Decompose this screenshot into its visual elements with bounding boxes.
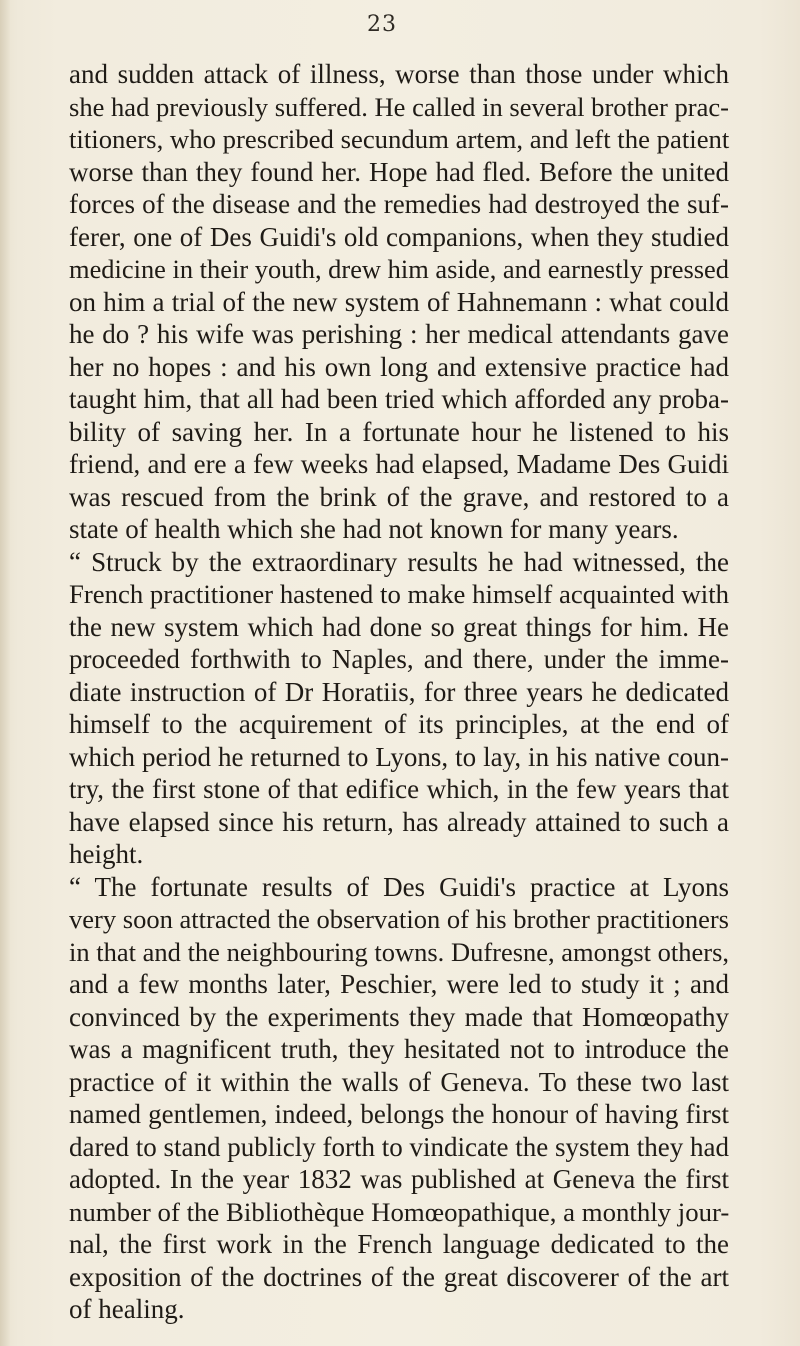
text-line: convinced by the experiments they made that Homœopathy — [69, 1001, 729, 1032]
text-line: adopted. In the year 1832 was published at Geneva the first — [69, 1164, 729, 1194]
text-line: try, the first stone of that edifice which, in the few years that — [69, 774, 729, 804]
text-line: friend, and ere a few weeks had elapsed, Madame Des Guidi — [69, 449, 729, 479]
text-line: she had previously suffered. He called in several brother prac- — [69, 91, 729, 122]
text-line: “ The fortunate results of Des Guidi's practice at Lyons — [69, 871, 729, 902]
text-line: taught him, that all had been tried which afforded any proba- — [69, 384, 729, 414]
text-line: her no hopes : and his own long and extensive practice had — [69, 351, 729, 382]
text-line: have elapsed since his return, has already attained to such a — [69, 806, 729, 837]
text-line: diate instruction of Dr Horatiis, for three years he dedicated — [69, 676, 729, 707]
text-line: and a few months later, Peschier, were led to study it ; and — [69, 969, 729, 999]
text-line: and sudden attack of illness, worse than those under which — [69, 59, 729, 89]
text-line: the new system which had done so great things for him. He — [69, 611, 729, 642]
text-line: of healing. — [69, 1294, 185, 1324]
text-line: named gentlemen, indeed, belongs the honour of having first — [69, 1099, 729, 1129]
text-line: height. — [69, 839, 144, 869]
text-line: exposition of the doctrines of the great discoverer of the art — [69, 1261, 729, 1292]
text-line: forces of the disease and the remedies had destroyed the suf- — [69, 189, 729, 219]
text-line: proceeded forthwith to Naples, and there, under the imme- — [69, 644, 729, 674]
text-line: medicine in their youth, drew him aside, and earnestly pressed — [69, 254, 730, 284]
text-line: “ Struck by the extraordinary results he had witnessed, the — [69, 546, 729, 577]
body-text — [69, 58, 729, 1326]
text-line: nal, the first work in the French language dedicated to the — [69, 1229, 729, 1259]
text-line: himself to the acquirement of its principles, at the end of — [69, 709, 729, 739]
text-line: number of the Bibliothèque Homœopathique, a monthly jour- — [69, 1196, 730, 1227]
text-line: dared to stand publicly forth to vindicate the system they had — [69, 1131, 729, 1162]
page-number: 23 — [367, 12, 397, 37]
text-line: very soon attracted the observation of his brother practitioners — [69, 904, 729, 934]
text-line: titioners, who prescribed secundum artem, and left the patient — [69, 124, 730, 154]
text-line: he do ? his wife was perishing : her medical attendants gave — [69, 319, 729, 349]
text-line: bility of saving her. In a fortunate hour he listened to his — [69, 416, 729, 447]
page-gutter-shadow — [0, 0, 10, 1346]
text-line: in that and the neighbouring towns. Dufresne, amongst others, — [69, 936, 729, 967]
text-line: on him a trial of the new system of Hahnemann : what could — [69, 286, 729, 317]
text-line: French practitioner hastened to make himself acquainted with — [69, 579, 729, 609]
text-line: which period he returned to Lyons, to lay, in his native coun- — [69, 741, 729, 772]
text-line: practice of it within the walls of Geneva. To these two last — [69, 1066, 729, 1097]
text-line: ferer, one of Des Guidi's old companions, when they studied — [69, 221, 729, 252]
text-line: was rescued from the brink of the grave, and restored to a — [69, 481, 729, 512]
text-line: was a magnificent truth, they hesitated not to introduce the — [69, 1034, 729, 1064]
text-line: state of health which she had not known for many years. — [69, 514, 679, 544]
text-line: worse than they found her. Hope had fled. Before the united — [69, 156, 729, 187]
